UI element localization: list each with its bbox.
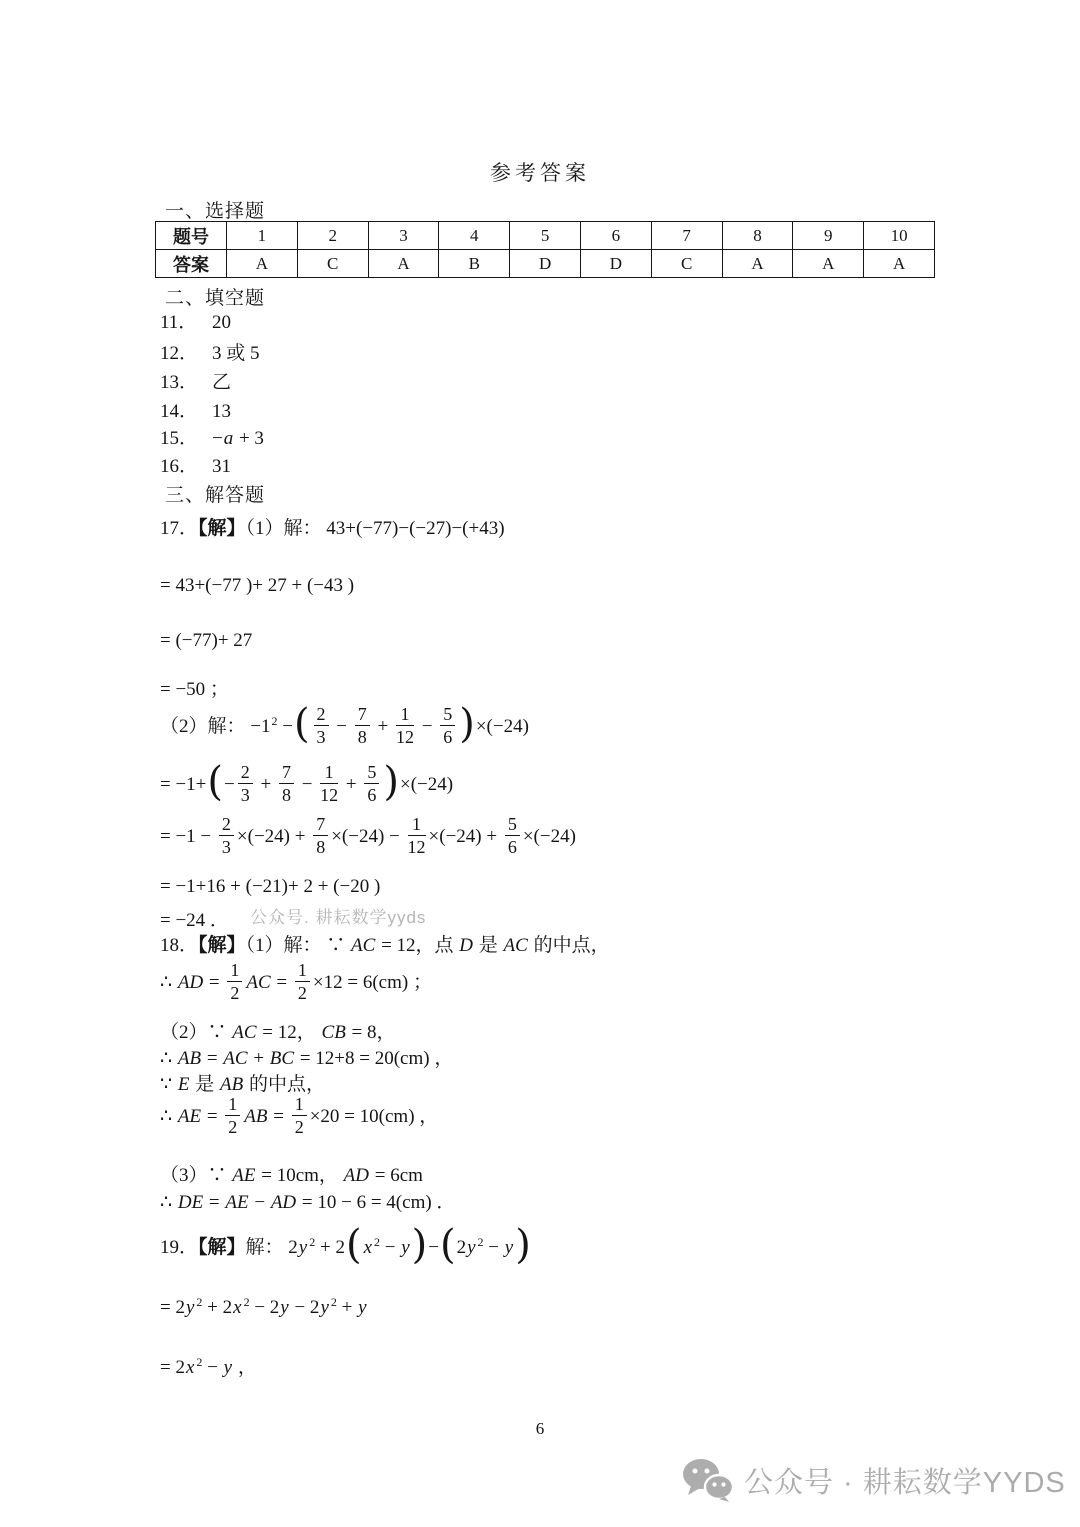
watermark-inline: 公众号. 耕耘数学yyds [250,908,427,927]
answer-cell: A [864,250,935,278]
math-text: 解： 2 [245,1237,298,1258]
answer-table [155,221,935,278]
math-text: − [277,716,293,738]
math-text: （1）解： 43+(−77)−(−27)−(+43) [245,518,505,539]
math-text: 2 [456,1237,467,1258]
math-text: 2 [271,714,278,729]
fraction: $\frac{1}{12}$ [320,762,339,806]
math-text: − [428,1237,439,1258]
math-variable: x [363,1237,372,1258]
math-text: = [202,1048,223,1069]
math-text: 【解】 [198,935,246,956]
math-text: = 12+8 = 20(cm) ， [295,1048,454,1069]
watermark-footer [682,1458,1066,1502]
answer-cell: D [580,250,651,278]
math-text: = −1+16 + (−21)+ 2 + (−20 ) [160,876,381,897]
math-variable: y [358,1297,367,1318]
math-line [160,675,229,705]
fill-item-answer [212,456,231,477]
math-line [160,1188,455,1218]
math-text: = 8， [346,1022,396,1043]
math-text: − [416,716,438,738]
math-text: = 6cm [370,1165,423,1186]
math-line [160,626,252,656]
question-number-cell: 6 [580,222,651,250]
math-variable: AD [177,972,204,994]
math-text: − [331,716,352,738]
math-text: − [212,428,223,449]
fill-item-16 [160,452,231,482]
math-line-q19-head [160,1222,532,1268]
math-text: ( [345,1222,362,1268]
math-text: ×(−24) [522,826,576,848]
math-variable: a [223,428,234,449]
math-text: + [336,1297,358,1318]
math-text: − 2 [249,1297,280,1318]
fraction: $\frac{1}{12}$ [407,814,426,858]
math-text: ) [383,759,399,806]
math-text: 2 [374,1235,380,1249]
fill-item-number: 16． [160,456,199,477]
fill-item-answer [212,401,231,422]
math-variable: AC [351,935,376,956]
answer-cell: A [722,250,793,278]
math-text: ， [233,1357,257,1378]
math-text: − [380,1237,401,1258]
math-variable: y [401,1237,410,1258]
answer-cell: C [651,250,722,278]
math-text: + [341,774,362,796]
math-line [160,1287,368,1323]
math-text: 乙 [212,372,232,393]
math-line [160,701,529,749]
fraction: $\frac{1}{2}$ [225,1094,240,1137]
fill-item-answer [212,372,231,393]
page-number: 6 [535,1419,545,1438]
math-text: = [271,972,292,994]
math-text: 【解】 [198,518,246,539]
math-text: − [296,774,318,796]
math-text: = −1 − [160,826,216,848]
answer-table-body [156,222,935,278]
math-text: ∴ [160,1048,177,1069]
math-variable: AE [177,1106,202,1128]
math-variable: AB [219,1074,244,1095]
math-text: 17． [160,518,199,539]
math-text: ( [439,1222,456,1268]
math-variable: AE [225,1192,249,1213]
math-variable: y [298,1237,308,1258]
answer-row [156,250,935,278]
fraction: $\frac{5}{6}$ [364,762,379,805]
math-text: （2）解： −1 [160,716,271,738]
fill-item-number: 14． [160,401,199,422]
math-variable: E [177,1074,190,1095]
fraction: $\frac{5}{6}$ [440,704,455,747]
question-number-cell: 5 [510,222,581,250]
math-text: 2 [196,1295,203,1309]
math-line [160,1347,257,1383]
math-variable: AD [270,1192,297,1213]
fraction: $\frac{7}{8}$ [279,762,294,805]
math-variable: AC [232,1022,257,1043]
answer-cell: D [510,250,581,278]
math-variable: y [467,1237,476,1258]
math-text: + 3 [234,428,264,449]
math-text: ∵ [160,1074,177,1095]
fill-item-number: 15． [160,428,199,449]
fraction: $\frac{2}{3}$ [238,762,253,805]
fill-item-answer [212,343,260,364]
math-text: 31 [212,456,231,477]
math-text: 20 [212,312,231,333]
math-variable: y [280,1297,289,1318]
fill-item-11 [160,308,231,338]
math-text: 19． [160,1237,199,1258]
math-text: 2 [196,1355,203,1369]
fraction: $\frac{2}{3}$ [219,814,234,857]
fill-item-number: 13． [160,372,199,393]
fill-item-12 [160,339,260,369]
fraction: $\frac{1}{2}$ [295,960,310,1003]
math-text: = 2 [160,1357,185,1378]
math-text: − [483,1237,504,1258]
math-text: （1）解： ∵ [245,935,351,956]
math-text: + 2 [315,1237,345,1258]
fill-item-15 [160,424,264,454]
math-variable: D [459,935,474,956]
math-text: 2 [243,1295,250,1309]
math-variable: AE [232,1165,256,1186]
math-text: ×20 = 10(cm) ， [309,1106,439,1128]
math-text: ) [459,701,475,748]
fraction: $\frac{1}{2}$ [227,960,242,1003]
math-text: + 2 [202,1297,233,1318]
math-text: ×(−24) + [236,826,311,848]
fraction: $\frac{7}{8}$ [313,814,328,857]
fill-item-number: 12． [160,343,199,364]
math-variable: DE [177,1192,204,1213]
math-variable: x [185,1357,195,1378]
math-text: ∴ [160,1106,177,1128]
math-text: 2 [477,1235,484,1249]
fill-item-answer [212,428,264,449]
question-number-cell: 2 [297,222,368,250]
math-variable: AC [246,972,271,994]
math-text: 是 [190,1074,219,1095]
math-line [160,962,432,1005]
math-variable: y [320,1297,329,1318]
math-text: 3 或 5 [212,343,260,364]
math-line [160,872,380,902]
math-text: = 43+(−77 )+ 27 + (−43 ) [160,575,355,596]
fraction: $\frac{1}{2}$ [292,1094,307,1137]
fill-item-answer [212,312,231,333]
math-text: ×12 = 6(cm) ； [312,972,432,994]
math-line [160,816,576,859]
math-line [160,1161,423,1191]
math-line [160,571,354,601]
math-text: ∴ [160,1192,177,1213]
math-text: = 2 [160,1297,185,1318]
math-text: 【解】 [198,1237,246,1258]
math-variable: x [233,1297,242,1318]
answer-cell: B [439,250,510,278]
math-line-q18-head [160,931,610,961]
math-variable: y [223,1357,233,1378]
math-text: + [372,716,393,738]
math-text: = [268,1106,289,1128]
fraction: $\frac{5}{6}$ [505,814,520,857]
math-variable: AC [503,935,528,956]
wechat-icon [682,1458,734,1502]
fraction: $\frac{7}{8}$ [355,704,370,747]
math-text: 的中点， [244,1074,325,1095]
math-variable: BC [269,1048,295,1069]
math-text: 13 [212,401,231,422]
question-number-cell: 1 [227,222,298,250]
math-variable: y [185,1297,195,1318]
math-text: = (−77)+ 27 [160,630,253,651]
math-text: = [204,972,225,994]
fill-item-14 [160,397,231,427]
math-variable: y [504,1237,514,1258]
row-header-question: 题号 [156,222,227,250]
math-text: ∴ [160,972,177,994]
section-heading-solve: 三、解答题 [165,485,266,506]
answer-cell: A [227,250,298,278]
math-text: ) [411,1222,428,1268]
question-number-row [156,222,935,250]
math-text: （2）∵ [160,1022,232,1043]
math-text: = 12， [257,1022,321,1043]
fraction: $\frac{2}{3}$ [314,704,329,747]
math-text: + [255,774,276,796]
math-text: − [249,1192,270,1213]
math-text: ) [515,1222,531,1268]
section-heading-blank: 二、填空题 [165,288,266,309]
math-text: − [202,1357,223,1378]
math-text: ×(−24) − [331,826,405,848]
math-text: ×(−24) + [428,826,502,848]
math-text: （3）∵ [160,1165,232,1186]
math-text: ×(−24) [400,774,454,796]
math-variable: AB [244,1106,268,1128]
question-number-cell: 7 [651,222,722,250]
math-text: = 10cm， [256,1165,343,1186]
math-text: + [248,1048,269,1069]
question-number-cell: 8 [722,222,793,250]
math-line [160,759,454,807]
math-text: ( [293,701,310,748]
math-line [160,1096,438,1139]
math-text: − [224,774,235,796]
row-header-answer: 答案 [156,250,227,278]
math-variable: AC [223,1048,248,1069]
page-title: 参考答案 [490,161,590,185]
section-heading-choice: 一、选择题 [165,201,266,222]
math-text: − 2 [289,1297,320,1318]
math-text: ×(−24) [475,716,529,738]
math-text: = 12，点 [376,935,459,956]
math-text: = [204,1192,225,1213]
math-text: = [202,1106,223,1128]
math-text: 的中点， [528,935,610,956]
math-variable: AD [343,1165,369,1186]
answer-cell: A [793,250,864,278]
question-number-cell: 4 [439,222,510,250]
question-number-cell: 10 [864,222,935,250]
answer-cell: A [368,250,439,278]
question-number-cell: 9 [793,222,864,250]
fill-item-13 [160,368,231,398]
math-text: ( [207,759,224,806]
math-text: = −50 ； [160,679,229,700]
fraction: $\frac{1}{12}$ [395,704,414,748]
math-text: = −1+ [160,774,207,796]
math-text: 2 [309,1235,316,1249]
answer-cell: C [297,250,368,278]
math-text: 2 [330,1295,337,1309]
math-text: 是 [474,935,503,956]
math-text: = 10 − 6 = 4(cm) ． [297,1192,456,1213]
math-variable: CB [321,1022,346,1043]
math-text: 18． [160,935,199,956]
math-text: = −24 ． [160,910,229,931]
question-number-cell: 3 [368,222,439,250]
fill-item-number: 11． [160,312,198,333]
math-line-q17-head [160,514,505,544]
math-variable: AB [177,1048,202,1069]
watermark-footer-text: 公众号 · 耕耘数学YYDS [744,1466,1066,1499]
